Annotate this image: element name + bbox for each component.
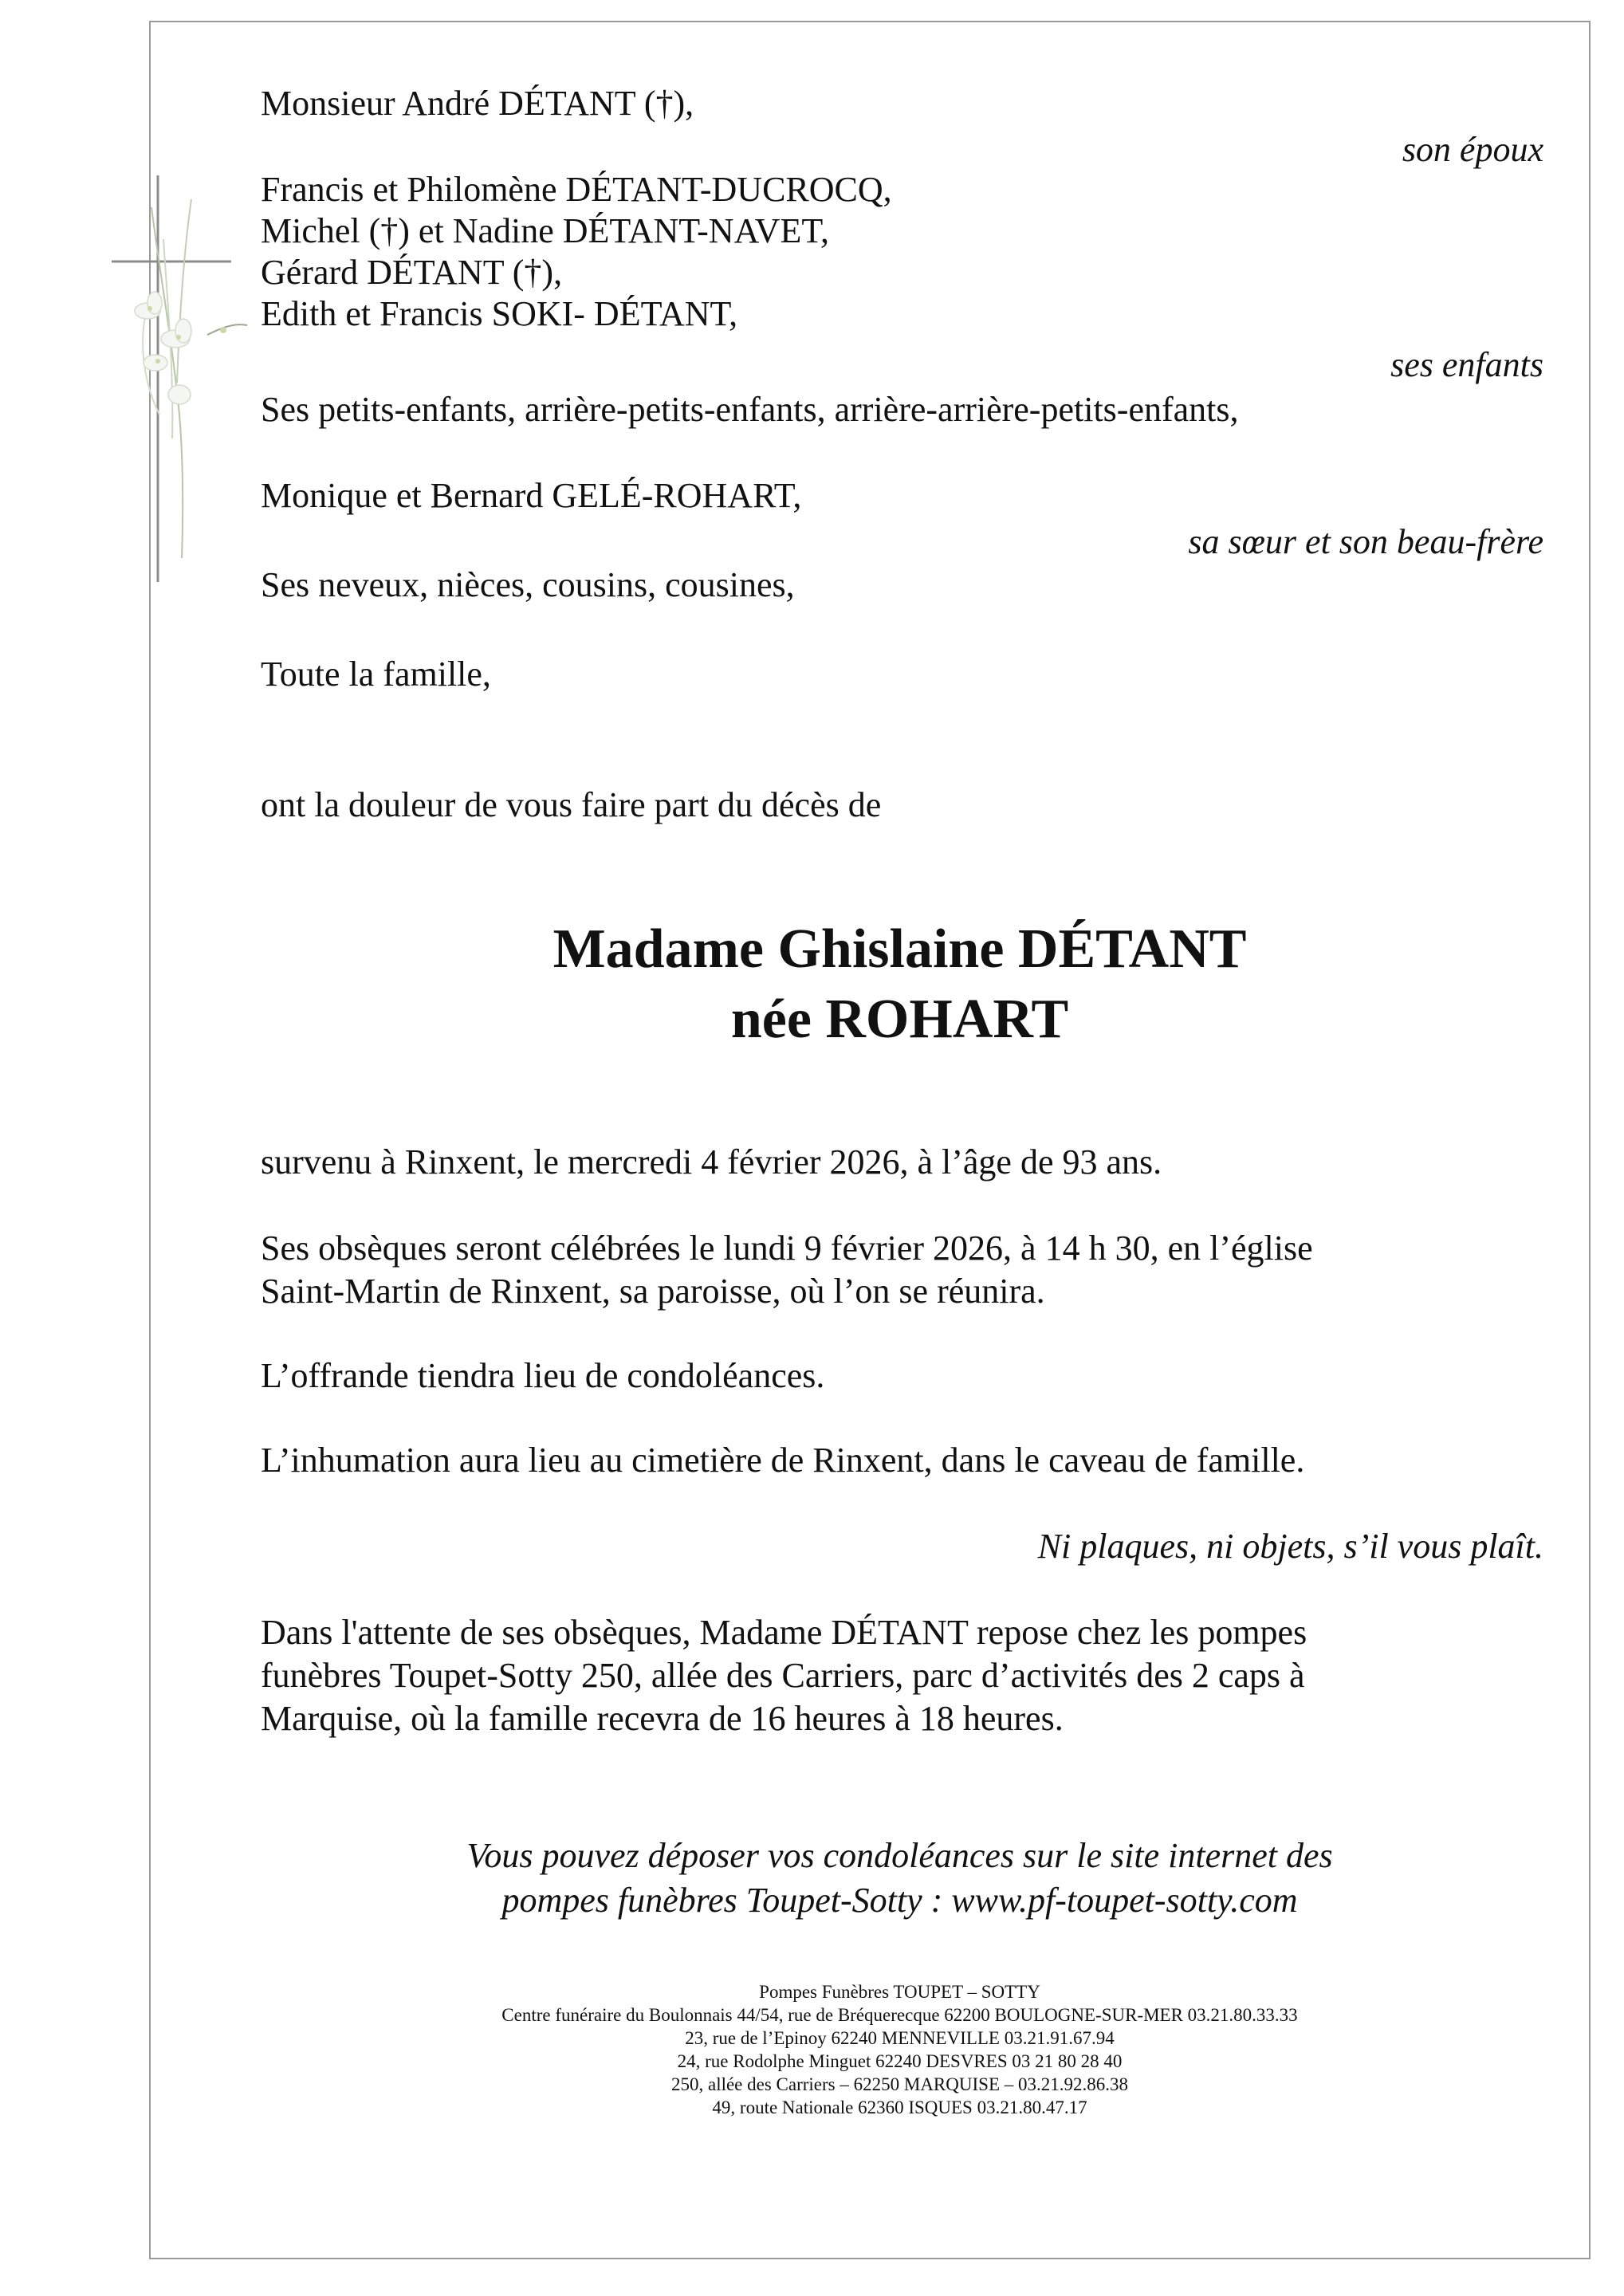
sister-name: Monique et Bernard GELÉ-ROHART, (261, 476, 802, 515)
husband-name: Monsieur André DÉTANT (†), (261, 84, 694, 123)
cross-with-orchid-icon (104, 175, 255, 590)
all-family: Toute la famille, (261, 655, 491, 694)
rest-line-3: Marquise, où la famille recevra de 16 heures à 18 heures. (261, 1699, 1064, 1738)
burial: L’inhumation aura lieu au cimetière de Rinxent, dans le caveau de famille. (261, 1441, 1305, 1480)
death-details: survenu à Rinxent, le mercredi 4 février 2026, à l’âge de 93 ans. (261, 1142, 1162, 1181)
announcement-intro: ont la douleur de vous faire part du décès de (261, 785, 882, 824)
funeral-line-2: Saint-Martin de Rinxent, sa paroisse, où l’on se réunira. (261, 1272, 1045, 1311)
children-role: ses enfants (1390, 345, 1543, 384)
no-plaques: Ni plaques, ni objets, s’il vous plaît. (1037, 1527, 1543, 1566)
rest-line-1: Dans l'attente de ses obsèques, Madame DÉTANT repose chez les pompes (261, 1613, 1307, 1652)
footer-line-6: 49, route Nationale 62360 ISQUES 03.21.80.47.17 (712, 2097, 1087, 2117)
condolences-line-2: pompes funèbres Toupet-Sotty : www.pf-toupet-sotty.com (501, 1881, 1298, 1920)
child-2: Michel (†) et Nadine DÉTANT-NAVET, (261, 211, 829, 250)
footer-line-1: Pompes Funèbres TOUPET – SOTTY (759, 1982, 1040, 2002)
husband-role: son époux (1402, 130, 1543, 169)
footer-line-5: 250, allée des Carriers – 62250 MARQUISE – 03.21.92.86.38 (670, 2074, 1128, 2094)
deceased-maiden-name: née ROHART (730, 989, 1069, 1050)
nephews: Ses neveux, nièces, cousins, cousines, (261, 565, 795, 604)
child-4: Edith et Francis SOKI- DÉTANT, (261, 294, 738, 333)
offering: L’offrande tiendra lieu de condoléances. (261, 1356, 825, 1395)
footer-line-4: 24, rue Rodolphe Minguet 62240 DESVRES 03 21 80 28 40 (677, 2051, 1123, 2071)
child-1: Francis et Philomène DÉTANT-DUCROCQ, (261, 170, 892, 209)
grandchildren: Ses petits-enfants, arrière-petits-enfants, arrière-arrière-petits-enfants, (261, 390, 1239, 429)
condolences-line-1: Vous pouvez déposer vos condoléances sur le site internet des (466, 1836, 1333, 1875)
page-frame (149, 21, 1591, 2259)
footer-line-2: Centre funéraire du Boulonnais 44/54, rue de Bréquerecque 62200 BOULOGNE-SUR-MER 03.21.80.33.33 (501, 2005, 1298, 2025)
footer-line-3: 23, rue de l’Epinoy 62240 MENNEVILLE 03.21.91.67.94 (685, 2028, 1115, 2048)
funeral-line-1: Ses obsèques seront célébrées le lundi 9 février 2026, à 14 h 30, en l’église (261, 1229, 1313, 1268)
rest-line-2: funèbres Toupet-Sotty 250, allée des Carriers, parc d’activités des 2 caps à (261, 1656, 1305, 1695)
child-3: Gérard DÉTANT (†), (261, 253, 563, 292)
sister-role: sa sœur et son beau-frère (1188, 522, 1543, 561)
deceased-name: Madame Ghislaine DÉTANT (552, 918, 1247, 980)
